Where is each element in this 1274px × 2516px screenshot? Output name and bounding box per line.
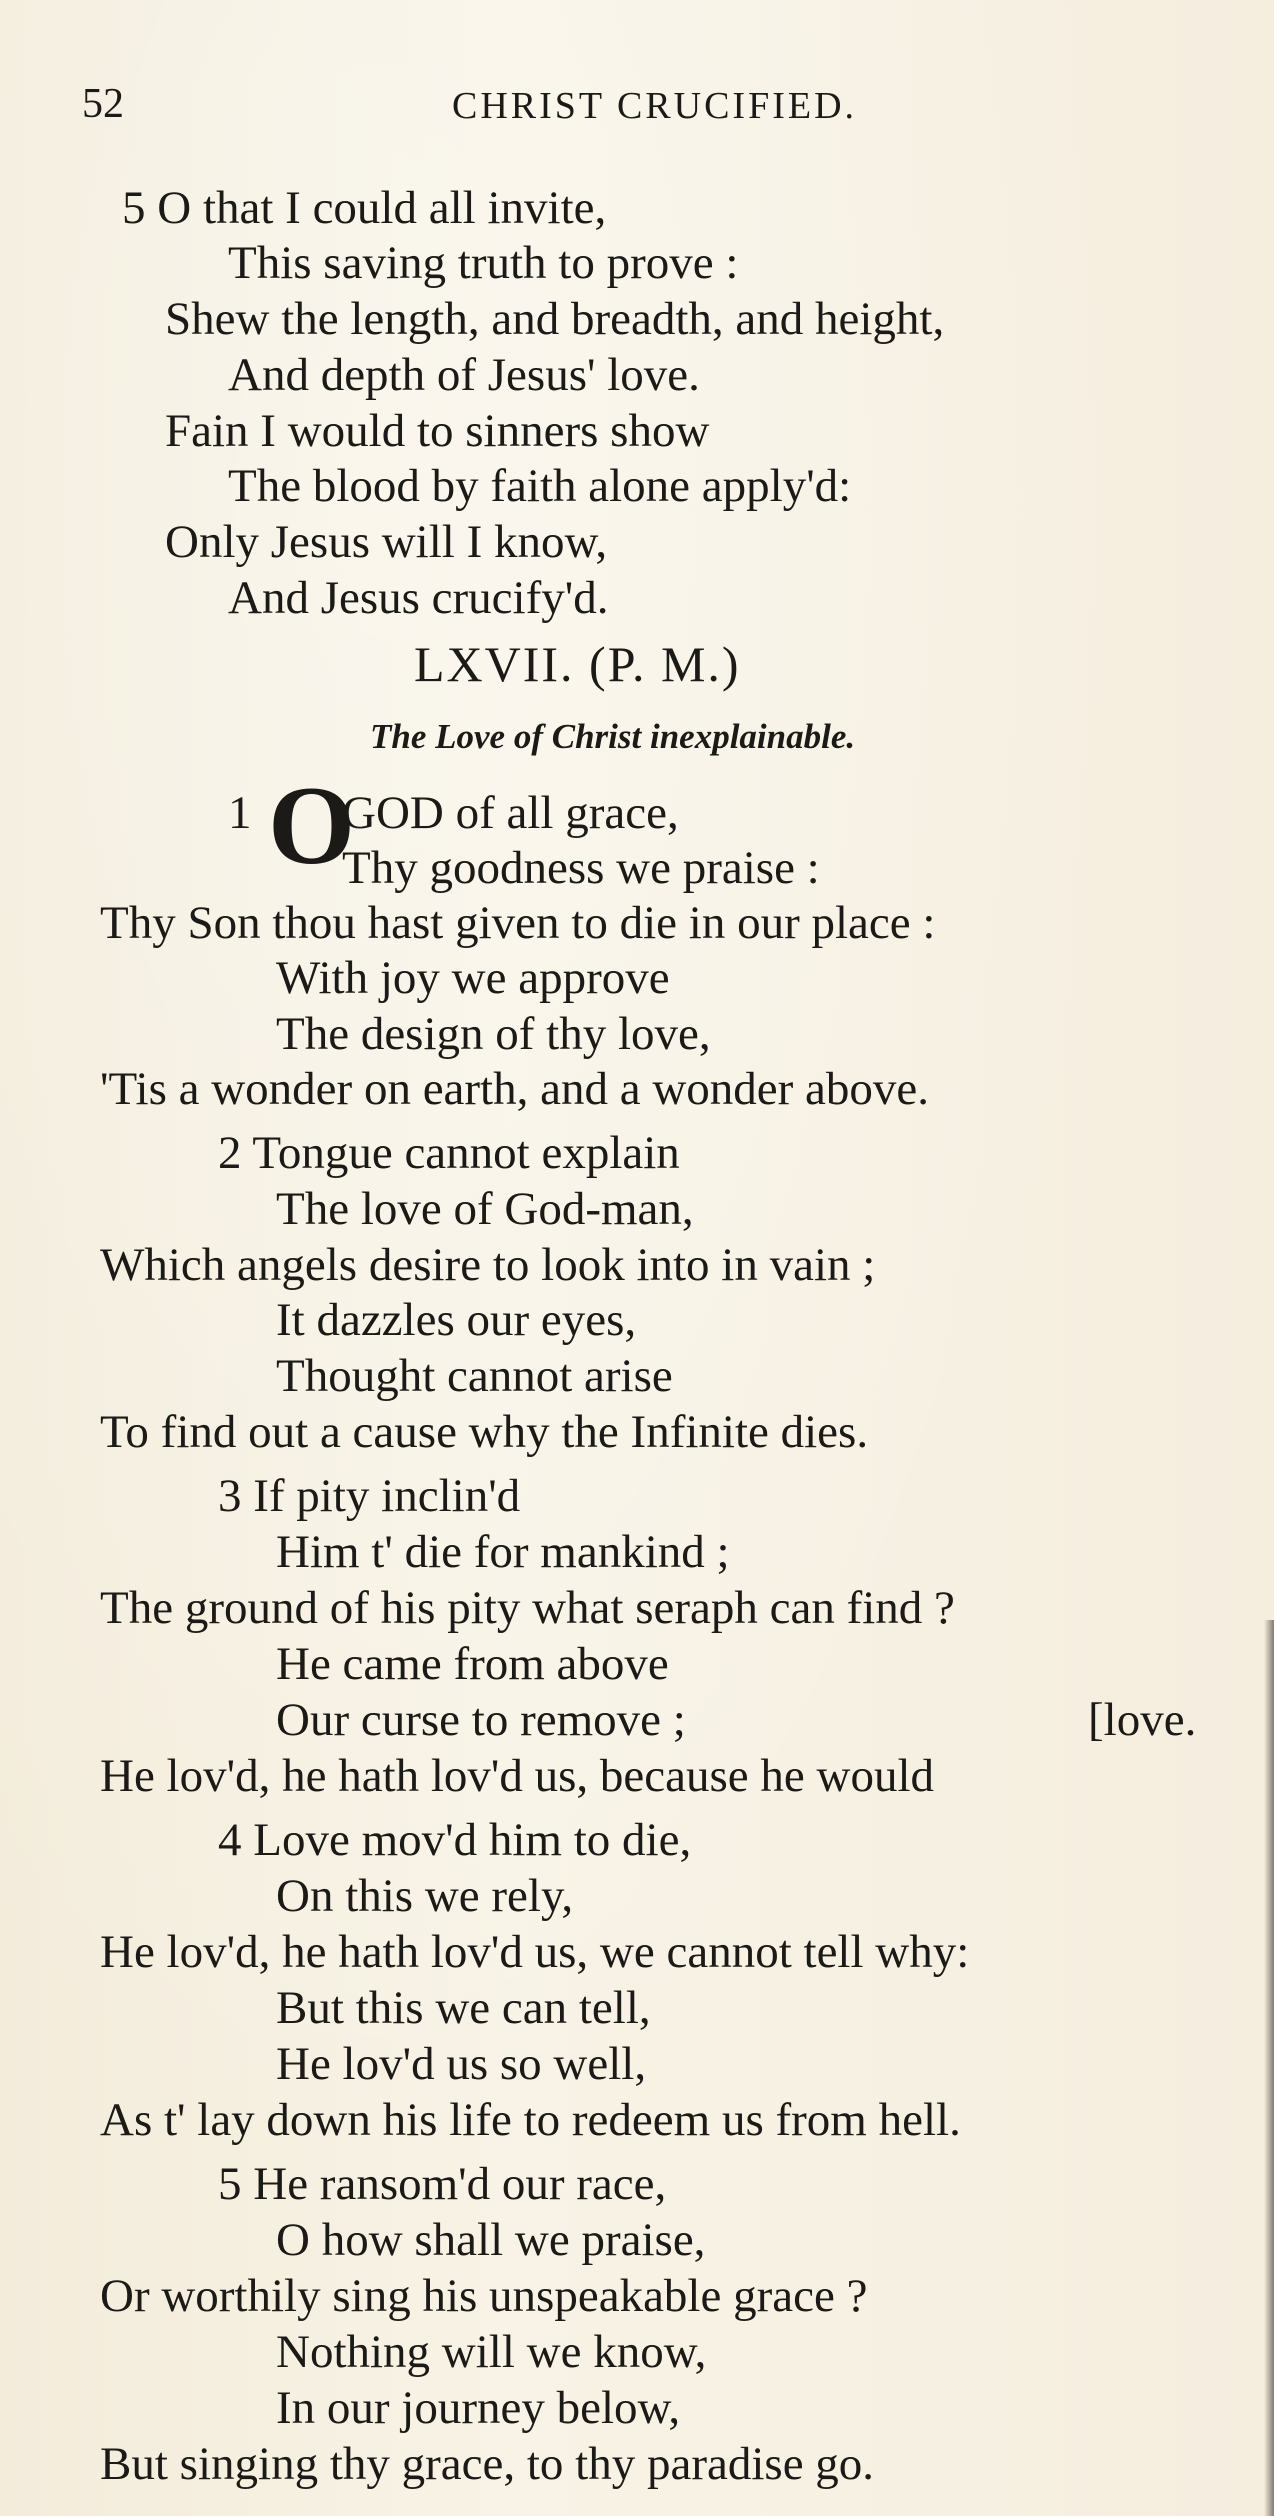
verse-line: 5 O that I could all invite, xyxy=(122,182,607,234)
page-number: 52 xyxy=(82,81,124,127)
verse-line: But singing thy grace, to thy paradise go. xyxy=(100,2438,875,2490)
verse-line: The blood by faith alone apply'd: xyxy=(228,460,852,512)
verse-line: Fain I would to sinners show xyxy=(165,405,710,457)
verse-line: Only Jesus will I know, xyxy=(165,516,608,568)
verse-line: He lov'd, he hath lov'd us, because he would xyxy=(100,1750,935,1802)
verse-line: O how shall we praise, xyxy=(276,2214,706,2266)
verse-line: The ground of his pity what seraph can find ? xyxy=(100,1582,955,1634)
stanza-number: 1 xyxy=(228,787,252,839)
verse-line: And Jesus crucify'd. xyxy=(228,572,609,624)
page-edge-shadow xyxy=(1264,1620,1274,2516)
verse-line: He lov'd, he hath lov'd us, we cannot tell why: xyxy=(100,1926,970,1978)
verse-line: Or worthily sing his unspeakable grace ? xyxy=(100,2270,868,2322)
verse-line: But this we can tell, xyxy=(276,1982,651,2034)
hymn-subtitle: The Love of Christ inexplainable. xyxy=(370,717,856,756)
verse-line: Nothing will we know, xyxy=(276,2326,707,2378)
verse-line: He came from above xyxy=(276,1638,669,1690)
verse-line: Him t' die for mankind ; xyxy=(276,1526,730,1578)
verse-line: As t' lay down his life to redeem us from hell. xyxy=(100,2094,961,2146)
verse-line: This saving truth to prove : xyxy=(228,237,739,289)
running-title: CHRIST CRUCIFIED. xyxy=(452,85,858,127)
verse-line: 'Tis a wonder on earth, and a wonder above. xyxy=(100,1063,930,1115)
verse-line: Thy goodness we praise : xyxy=(342,842,820,894)
verse-line: To find out a cause why the Infinite dies. xyxy=(100,1406,869,1458)
verse-line: On this we rely, xyxy=(276,1870,574,1922)
verse-line: Thy Son thou hast given to die in our place : xyxy=(100,897,936,949)
verse-line: GOD of all grace, xyxy=(342,787,679,839)
drop-cap: O xyxy=(268,764,356,888)
verse-line: 3 If pity inclin'd xyxy=(218,1470,521,1522)
verse-line: Our curse to remove ; xyxy=(276,1694,686,1746)
verse-line: Which angels desire to look into in vain ; xyxy=(100,1239,876,1291)
verse-line: 4 Love mov'd him to die, xyxy=(218,1814,692,1866)
verse-line: Thought cannot arise xyxy=(276,1350,673,1402)
turnover-word: [love. xyxy=(1088,1694,1197,1746)
verse-line: 2 Tongue cannot explain xyxy=(218,1127,680,1179)
hymn-number: LXVII. (P. M.) xyxy=(414,636,741,692)
verse-line: It dazzles our eyes, xyxy=(276,1294,637,1346)
page-header xyxy=(82,80,1182,140)
verse-line: And depth of Jesus' love. xyxy=(228,349,700,401)
verse-line: In our journey below, xyxy=(276,2382,681,2434)
verse-line: The design of thy love, xyxy=(276,1008,711,1060)
verse-line: Shew the length, and breadth, and height, xyxy=(165,293,945,345)
verse-line: The love of God-man, xyxy=(276,1183,694,1235)
verse-line: 5 He ransom'd our race, xyxy=(218,2158,667,2210)
verse-line: He lov'd us so well, xyxy=(276,2038,647,2090)
verse-line: With joy we approve xyxy=(276,952,670,1004)
